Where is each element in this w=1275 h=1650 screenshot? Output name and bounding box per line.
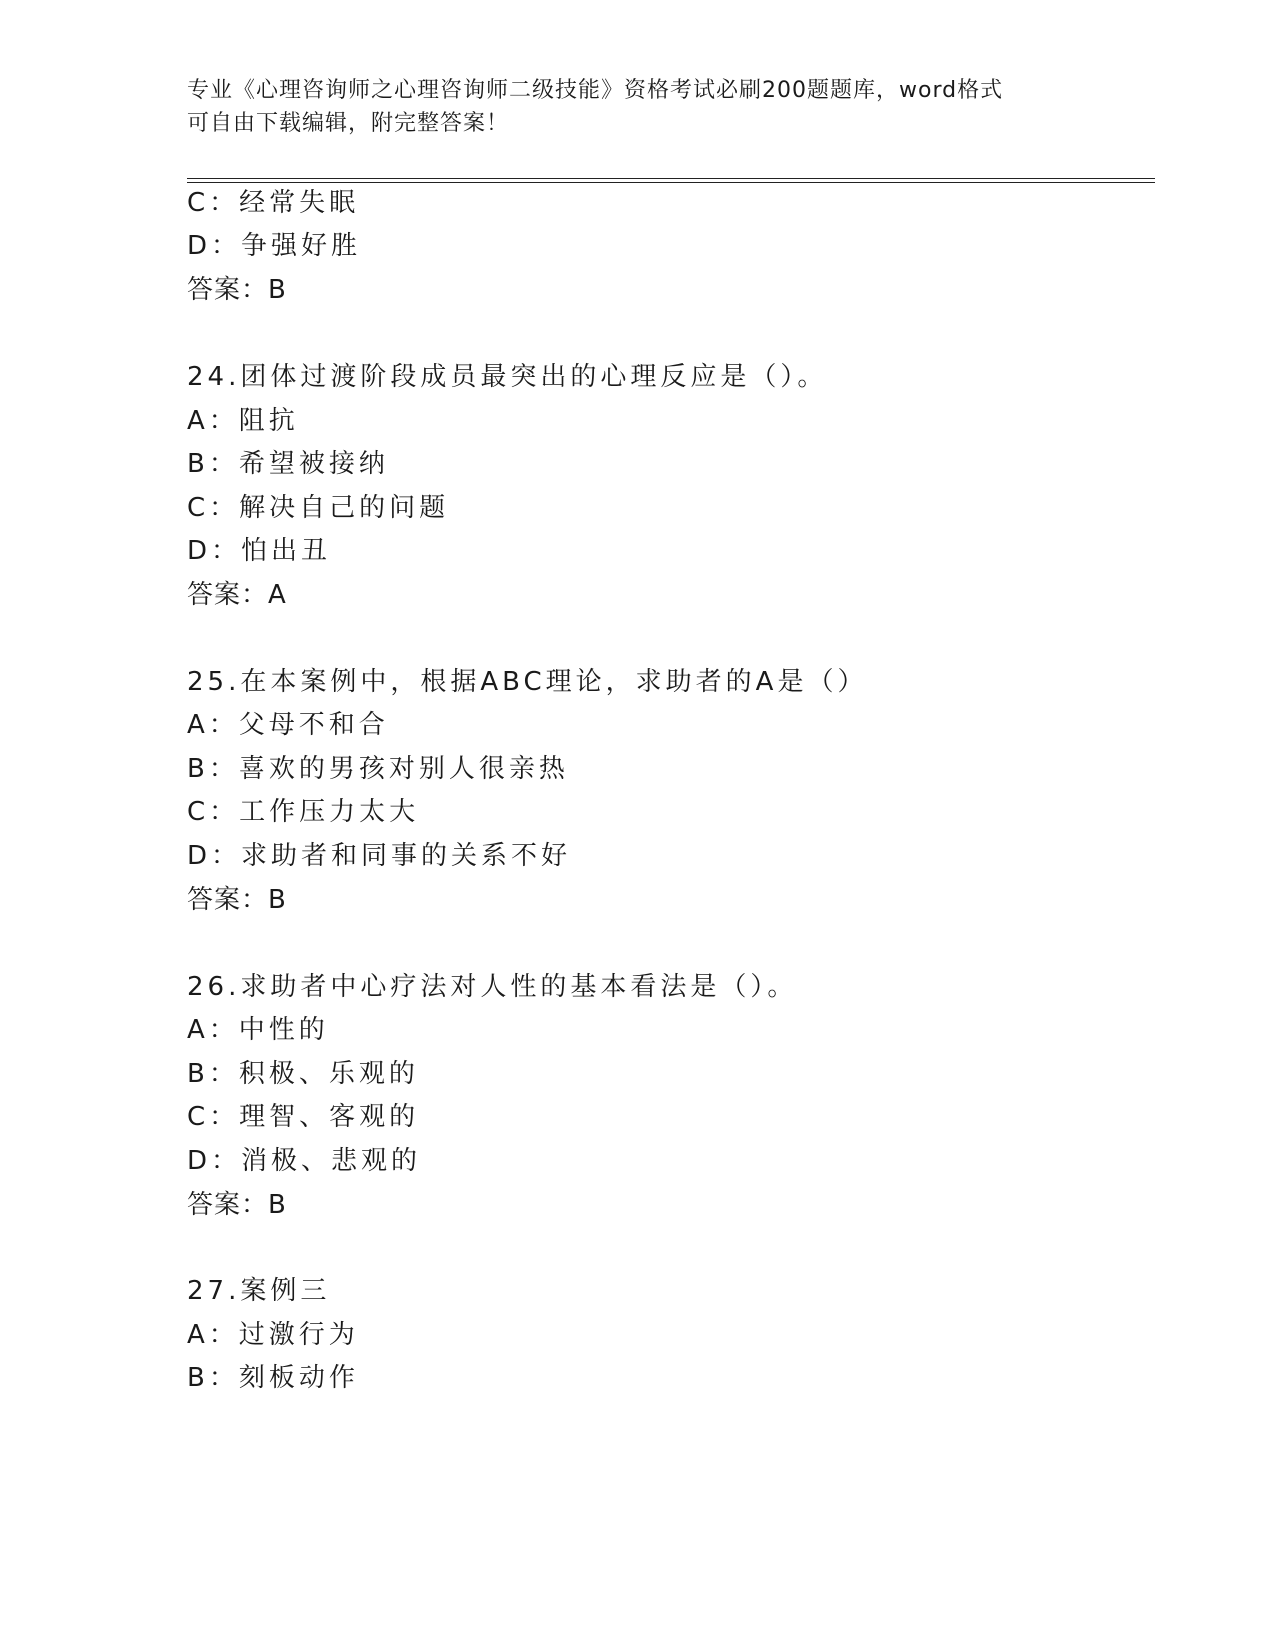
- option-line: B：喜欢的男孩对别人很亲热: [187, 754, 569, 784]
- option-line: B：刻板动作: [187, 1363, 359, 1393]
- answer-line: 答案：A: [187, 580, 287, 610]
- answer-line: 答案：B: [187, 885, 287, 915]
- option-line: C：理智、客观的: [187, 1102, 420, 1132]
- option-line: C：经常失眠: [187, 188, 360, 218]
- question-stem: 27.案例三: [187, 1276, 331, 1306]
- header-rule-bottom: [187, 182, 1155, 183]
- answer-line: 答案：B: [187, 275, 287, 305]
- option-line: D：争强好胜: [187, 231, 362, 261]
- option-line: C：解决自己的问题: [187, 493, 450, 523]
- option-line: A：过激行为: [187, 1320, 359, 1350]
- document-header: [187, 74, 1087, 140]
- option-line: B：积极、乐观的: [187, 1059, 419, 1089]
- option-line: D：消极、悲观的: [187, 1146, 422, 1176]
- option-line: B：希望被接纳: [187, 449, 389, 479]
- question-stem: 24.团体过渡阶段成员最突出的心理反应是（）。: [187, 362, 828, 392]
- header-line-2: 可自由下载编辑，附完整答案！: [187, 111, 510, 136]
- header-rule-top: [187, 178, 1155, 179]
- option-line: A：中性的: [187, 1015, 329, 1045]
- question-stem: 25.在本案例中，根据ABC理论，求助者的A是（）: [187, 667, 868, 697]
- question-stem: 26.求助者中心疗法对人性的基本看法是（）。: [187, 972, 798, 1002]
- option-line: C：工作压力太大: [187, 797, 420, 827]
- option-line: D：求助者和同事的关系不好: [187, 841, 572, 871]
- answer-line: 答案：B: [187, 1190, 287, 1220]
- option-line: A：阻抗: [187, 406, 299, 436]
- option-line: A：父母不和合: [187, 710, 389, 740]
- option-line: D：怕出丑: [187, 536, 332, 566]
- header-line-1: 专业《心理咨询师之心理咨询师二级技能》资格考试必刷200题题库，word格式: [187, 78, 1004, 103]
